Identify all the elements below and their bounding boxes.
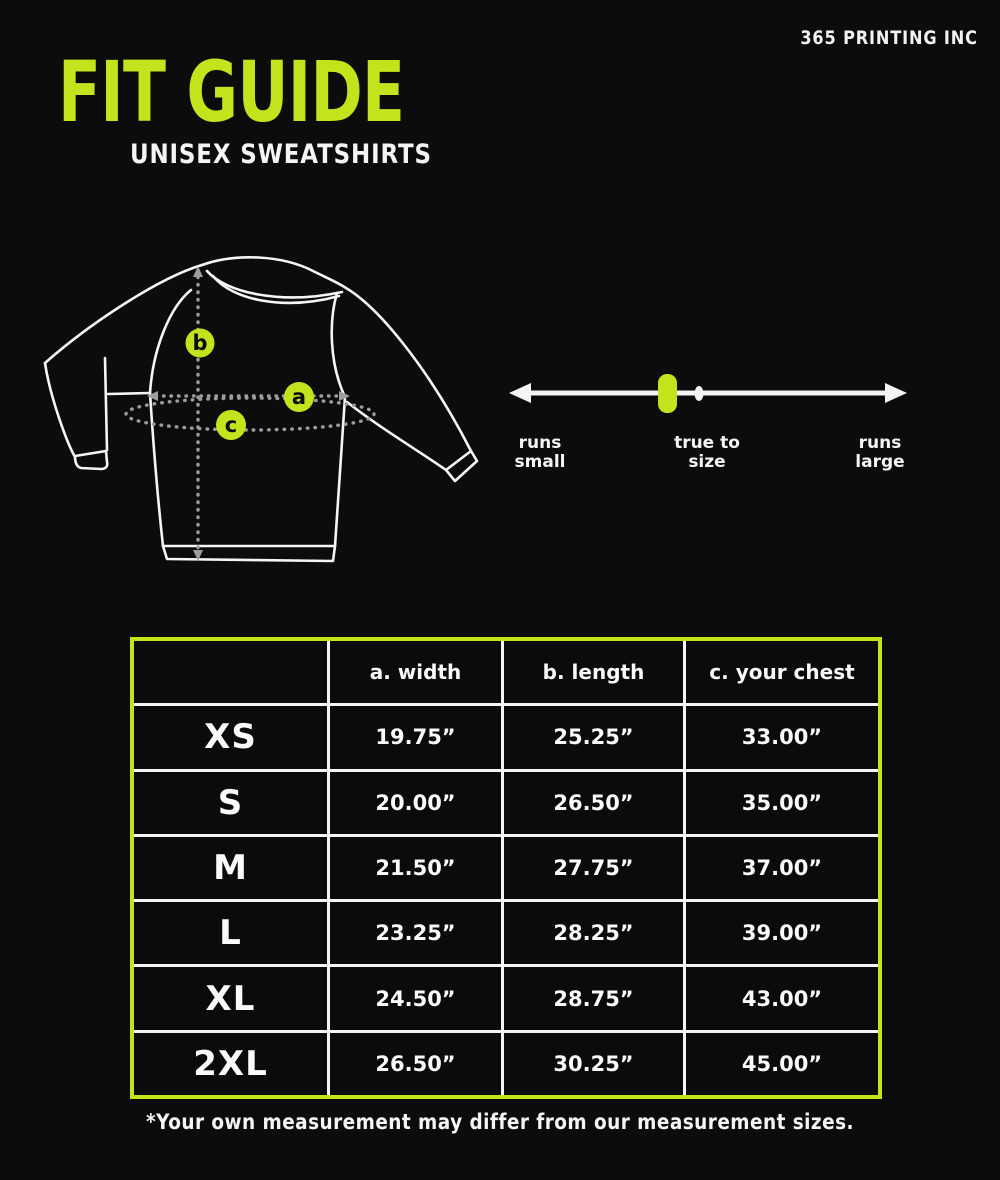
length-value: 28.25”	[504, 902, 683, 964]
length-value: 28.75”	[504, 967, 683, 1029]
table-header-width: a. width	[330, 641, 501, 703]
width-value: 24.50”	[330, 967, 501, 1029]
width-value: 26.50”	[330, 1033, 501, 1095]
size-table	[130, 637, 882, 1099]
measurement-disclaimer: *Your own measurement may differ from our measurement sizes.	[145, 1110, 855, 1134]
measure-markers	[186, 329, 315, 441]
scale-arrow-right-icon	[885, 383, 907, 403]
chest-value: 43.00”	[686, 967, 878, 1029]
length-value: 26.50”	[504, 772, 683, 834]
size-label: L	[134, 902, 327, 964]
size-label: XL	[134, 967, 327, 1029]
chest-value: 35.00”	[686, 772, 878, 834]
page-subtitle: UNISEX SWEATSHIRTS	[130, 139, 432, 170]
fit-scale-arrow	[503, 369, 913, 419]
brand-name: 365 PRINTING INC	[800, 27, 978, 49]
scale-label-true-to-size: true to size	[674, 433, 740, 472]
sweatshirt-diagram	[30, 245, 490, 575]
size-label: XS	[134, 706, 327, 768]
chest-value: 45.00”	[686, 1033, 878, 1095]
size-label: M	[134, 837, 327, 899]
sweatshirt-outline	[45, 257, 477, 561]
marker-a-letter: a	[291, 385, 307, 409]
table-header-empty	[134, 641, 327, 703]
length-value: 30.25”	[504, 1033, 683, 1095]
page-title: FIT GUIDE	[58, 43, 405, 141]
scale-arrow-left-icon	[509, 383, 531, 403]
measurement-arrowheads	[147, 266, 350, 561]
size-label: 2XL	[134, 1033, 327, 1095]
chest-value: 37.00”	[686, 837, 878, 899]
width-value: 19.75”	[330, 706, 501, 768]
width-value: 23.25”	[330, 902, 501, 964]
length-value: 27.75”	[504, 837, 683, 899]
width-value: 21.50”	[330, 837, 501, 899]
scale-dot-icon	[695, 386, 704, 401]
scale-label-runs-small: runs small	[514, 433, 566, 472]
marker-c-letter: c	[224, 413, 238, 437]
table-header-length: b. length	[504, 641, 683, 703]
width-value: 20.00”	[330, 772, 501, 834]
length-value: 25.25”	[504, 706, 683, 768]
scale-label-runs-large: runs large	[855, 433, 905, 472]
size-label: S	[134, 772, 327, 834]
marker-b-letter: b	[192, 331, 208, 355]
chest-value: 33.00”	[686, 706, 878, 768]
fit-marker-pill-icon	[658, 374, 677, 413]
table-header-chest: c. your chest	[686, 641, 878, 703]
chest-dotted-ellipse	[126, 398, 374, 430]
chest-value: 39.00”	[686, 902, 878, 964]
